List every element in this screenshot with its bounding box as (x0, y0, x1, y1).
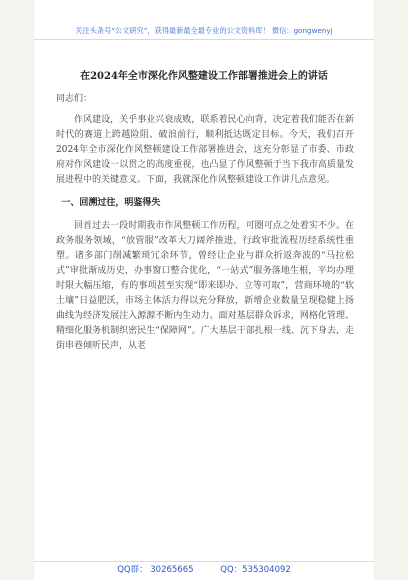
qq-group-text: QQ群： 30265665 (117, 565, 194, 575)
contact-footer (34, 561, 374, 578)
promo-banner: 关注头条号“公文研究”，获得最新最全最专业的公文资料库！ 微信：gongwenyj (34, 23, 374, 40)
document-page (34, 0, 374, 580)
document-body (56, 92, 354, 362)
paragraph-review: 回首过去一段时期我市作风整顿工作历程，可圈可点之处着实不少。在政务服务领域，“放管服”改革大刀阔斧推进，行政审批流程历经系统性重塑。诸多部门削减繁琐冗余环节，曾经让企业与群众折返奔波的“马拉松式”审批渐成历史，办事窗口整合优化，“一站式”服务落地生根，平均办理时限大幅压缩，有的事项甚至实现“即来即办、立等可取”，营商环境的“软土壤”日益肥沃，市场主体活力得以充分释放，新增企业数量呈现稳健上扬曲线为经济发展注入源源不断内生动力。面对基层群众诉求，网格化管理、精细化服务机制织密民生“保障网”。广大基层干部扎根一线、沉下身去，走街串巷倾听民声，从老 (56, 221, 354, 351)
salutation: 同志们： (56, 94, 93, 104)
qq-contact-text: QQ：535304092 (220, 565, 291, 575)
paragraph-intro: 作风建设，关乎事业兴衰成败，联系着民心向背，决定着我们能否在新时代的赛道上跨越险阻、破浪前行，顺利抵达既定目标。今天，我们召开2024年全市深化作风整顿建设工作部署推进会，这充分彰显了市委、市政府对作风建设一以贯之的高度重视，也凸显了作风整顿于当下我市高质量发展进程中的关键意义。下面，我就深化作风整顿建设工作讲几点意见。 (56, 115, 354, 185)
document-title: 在2024年全市深化作风整建设工作部署推进会上的讲话 (80, 71, 328, 82)
section-heading: 一、回溯过往，明鉴得失 (61, 198, 161, 208)
